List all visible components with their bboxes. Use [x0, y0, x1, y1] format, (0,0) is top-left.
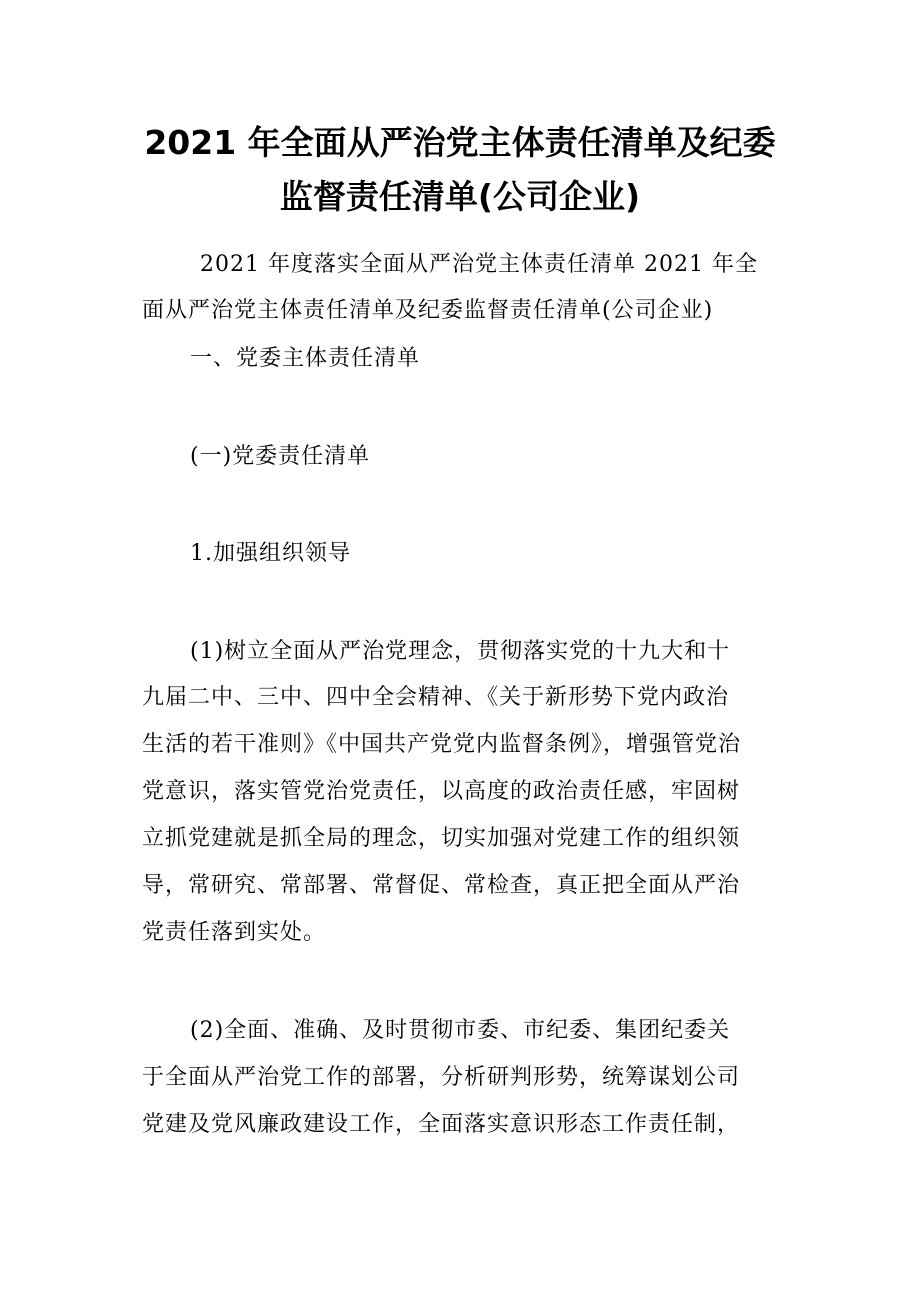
paragraph-1-line-5: 立抓党建就是抓全局的理念，切实加强对党建工作的组织领	[142, 826, 741, 851]
paragraph-2-line-1: (2)全面、准确、及时贯彻市委、市纪委、集团纪委关	[190, 1018, 731, 1043]
paragraph-1-line-7: 党责任落到实处。	[142, 920, 327, 945]
intro-line-2: 面从严治党主体责任清单及纪委监督责任清单(公司企业)	[142, 298, 714, 323]
section-heading-2: (一)党委责任清单	[190, 444, 371, 469]
paragraph-1-line-2: 九届二中、三中、四中全会精神、《关于新形势下党内政治	[142, 685, 730, 710]
paragraph-1-line-1: (1)树立全面从严治党理念，贯彻落实党的十九大和十	[190, 639, 731, 664]
paragraph-2-line-3: 党建及党风廉政建设工作，全面落实意识形态工作责任制，	[142, 1112, 741, 1137]
paragraph-1-line-4: 党意识，落实管党治党责任，以高度的政治责任感，牢固树	[142, 779, 741, 804]
document-title-line-2: 监督责任清单(公司企业)	[279, 177, 641, 216]
paragraph-1-line-3: 生活的若干准则》《中国共产党党内监督条例》，增强管党治	[142, 732, 742, 757]
section-heading-1: 一、党委主体责任清单	[190, 346, 421, 371]
paragraph-2-line-2: 于全面从严治党工作的部署，分析研判形势，统筹谋划公司	[142, 1065, 741, 1090]
paragraph-1-line-6: 导，常研究、常部署、常督促、常检查，真正把全面从严治	[142, 873, 741, 898]
document-title-line-1: 2021 年全面从严治党主体责任清单及纪委	[144, 123, 776, 162]
intro-line-1: 2021 年度落实全面从严治党主体责任清单 2021 年全	[200, 252, 758, 277]
section-heading-3: 1.加强组织领导	[190, 541, 351, 566]
